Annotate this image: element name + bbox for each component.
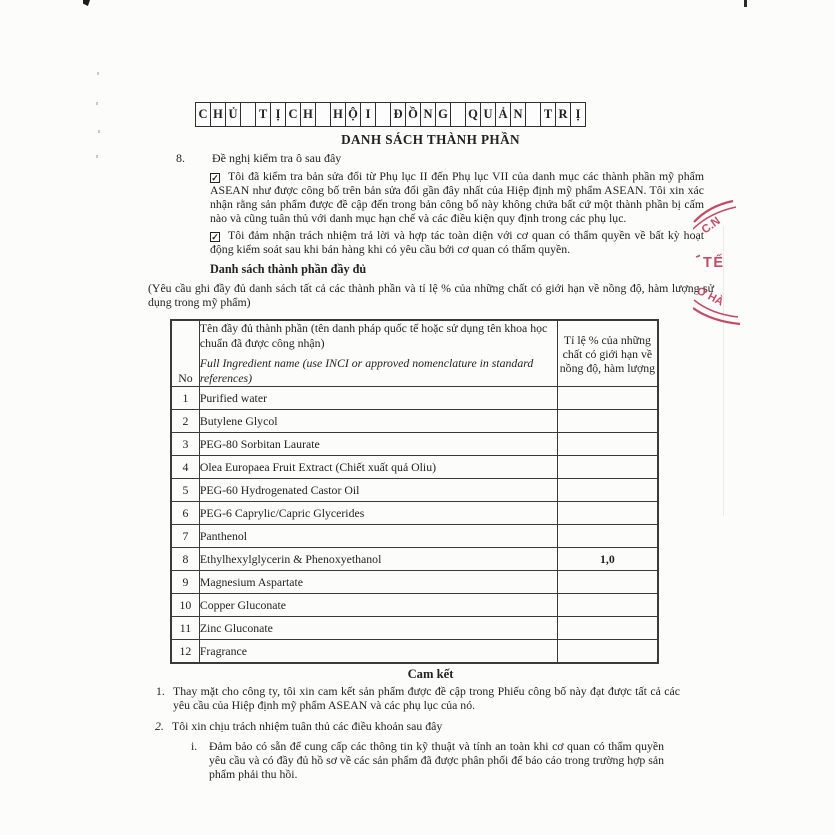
letter-box-cell: Ị	[270, 102, 286, 127]
column-header-name	[199, 320, 557, 387]
ingredient-table	[170, 319, 659, 664]
table-header-row	[171, 320, 658, 387]
ingredient-percent	[557, 479, 658, 502]
stamp-text-bottom: Ở HÀ	[694, 284, 726, 309]
letter-box-cell	[240, 102, 256, 127]
table-row	[171, 410, 658, 433]
ingredient-percent	[557, 594, 658, 617]
letter-box-cell: Ộ	[345, 102, 361, 127]
statement-2-text: Tôi đảm nhận trách nhiệm trả lời và hợp tác toàn diện với cơ quan có thẩm quyền về bất kỳ hoạt động kiểm soát sau khi bán hàng khi có yêu cầu bởi cơ quan có thẩm quyền.	[210, 228, 704, 256]
checkbox-statement-1	[210, 169, 704, 225]
red-stamp-fragment	[693, 198, 749, 330]
letter-box-cell: T	[540, 102, 556, 127]
table-row	[171, 456, 658, 479]
ingredient-percent	[557, 387, 658, 410]
item-8-number: 8.	[176, 151, 185, 165]
row-number: 1	[171, 387, 199, 410]
table-row	[171, 640, 658, 664]
commitment-heading: Cam kết	[407, 667, 454, 681]
letter-box-cell: C	[195, 102, 211, 127]
letter-box-cell: I	[360, 102, 376, 127]
statement-1-text: Tôi đã kiểm tra bản sửa đổi từ Phụ lục II đến Phụ lục VII của danh mục các thành phần mỹ phẩm ASEAN như được công bố trên bản sửa đổi gần đây nhất của Hiệp định mỹ phẩm ASEAN. Tôi xin xác nhận rằng sản phẩm được đề cập đến trong bản công bố này không chứa bất cứ một thành phần bị cấm nào và cũng tuân thủ với danh mục hạn chế và các điều kiện quy định trong các phụ lục.	[210, 169, 704, 225]
ingredient-percent: 1,0	[557, 548, 658, 571]
ingredient-name: PEG-80 Sorbitan Laurate	[199, 433, 557, 456]
table-row	[171, 433, 658, 456]
ingredient-name: Fragrance	[199, 640, 557, 664]
full-ingredient-list-note: (Yêu cầu ghi đầy đủ danh sách tất cả các thành phần và tỉ lệ % của những chất có giới hạn về nồng độ, hàm lượng sử dụng trong mỹ phẩm)	[148, 281, 714, 309]
commitment-2i-number: i.	[191, 739, 198, 753]
ingredient-percent	[557, 571, 658, 594]
column-header-name-english: Full Ingredient name (use INCI or approved nomenclature in standard references)	[199, 356, 534, 385]
item-8-label: Đề nghị kiểm tra ô sau đây	[212, 151, 342, 165]
ingredient-name: PEG-6 Caprylic/Capric Glycerides	[199, 502, 557, 525]
ingredient-percent	[557, 456, 658, 479]
commitment-1-text: Thay mặt cho công ty, tôi xin cam kết sản phẩm được đề cập trong Phiếu công bố này đạt được tất cả các yêu cầu của Hiệp định mỹ phẩm ASEAN và các phụ lục của nó.	[173, 684, 680, 712]
letter-box-cell: Đ	[390, 102, 406, 127]
letter-box-cell: T	[255, 102, 271, 127]
scan-dash	[96, 155, 98, 158]
row-number: 12	[171, 640, 199, 664]
letter-box-cell: Ị	[570, 102, 586, 127]
letter-box-cell: Q	[465, 102, 481, 127]
chairman-title-letter-boxes	[196, 102, 586, 127]
stamp-text-top: C.N	[699, 215, 723, 237]
row-number: 8	[171, 548, 199, 571]
letter-box-cell: N	[510, 102, 526, 127]
row-number: 4	[171, 456, 199, 479]
letter-box-cell: N	[420, 102, 436, 127]
ingredient-name: Magnesium Aspartate	[199, 571, 557, 594]
letter-box-cell: U	[480, 102, 496, 127]
letter-box-cell: H	[300, 102, 316, 127]
ingredient-name: Butylene Glycol	[199, 410, 557, 433]
table-row	[171, 479, 658, 502]
letter-box-cell: Ả	[495, 102, 511, 127]
checkbox-statement-2	[210, 228, 704, 256]
stamp-text-middle: TẾ	[703, 255, 725, 271]
commitment-1-number: 1.	[156, 684, 165, 698]
row-number: 5	[171, 479, 199, 502]
table-row	[171, 594, 658, 617]
letter-box-cell: C	[285, 102, 301, 127]
letter-box-cell	[315, 102, 331, 127]
checked-checkbox-icon: ✓	[211, 173, 219, 183]
letter-box-cell: R	[555, 102, 571, 127]
letter-box-cell	[375, 102, 391, 127]
table-row	[171, 525, 658, 548]
letter-box-cell: Ồ	[405, 102, 421, 127]
scan-dash	[96, 102, 98, 105]
letter-box-cell: H	[330, 102, 346, 127]
row-number: 11	[171, 617, 199, 640]
row-number: 7	[171, 525, 199, 548]
letter-box-cell	[450, 102, 466, 127]
letter-box-cell: G	[435, 102, 451, 127]
row-number: 3	[171, 433, 199, 456]
ingredient-name: Olea Europaea Fruit Extract (Chiết xuất quả Oliu)	[199, 456, 557, 479]
ingredient-percent	[557, 617, 658, 640]
full-ingredient-list-heading: Danh sách thành phần đầy đủ	[210, 262, 367, 276]
letter-box-cell: H	[210, 102, 226, 127]
commitment-2i-text: Đảm bảo có sẵn để cung cấp các thông tin kỹ thuật và tính an toàn khi cơ quan có thẩm quyền yêu cầu và có đầy đủ hồ sơ về các sản phẩm đã được phân phối để báo cáo trong trường hợp sản phẩm phải thu hồi.	[209, 739, 664, 781]
column-header-no: No	[171, 320, 199, 387]
ingredient-name: PEG-60 Hydrogenated Castor Oil	[199, 479, 557, 502]
row-number: 6	[171, 502, 199, 525]
page-title: DANH SÁCH THÀNH PHẦN	[341, 132, 520, 147]
table-row	[171, 387, 658, 410]
ingredient-percent	[557, 502, 658, 525]
commitment-2-text: Tôi xin chịu trách nhiệm tuân thủ các điều khoản sau đây	[172, 719, 443, 733]
ingredient-name: Copper Gluconate	[199, 594, 557, 617]
ingredient-percent	[557, 410, 658, 433]
row-number: 2	[171, 410, 199, 433]
table-row	[171, 571, 658, 594]
commitment-2-number: 2.	[155, 719, 164, 733]
scan-artifact-top-right	[744, 0, 747, 7]
checked-checkbox-icon: ✓	[211, 232, 219, 242]
ingredient-name: Panthenol	[199, 525, 557, 548]
letter-box-cell: Ủ	[225, 102, 241, 127]
ingredient-name: Ethylhexylglycerin & Phenoxyethanol	[199, 548, 557, 571]
letter-box-cell	[525, 102, 541, 127]
scan-artifact-top-left	[83, 0, 90, 6]
column-header-percent: Tỉ lệ % của những chất có giới hạn về nồng độ, hàm lượng	[557, 320, 658, 387]
ingredient-name: Zinc Gluconate	[199, 617, 557, 640]
row-number: 10	[171, 594, 199, 617]
table-row	[171, 617, 658, 640]
row-number: 9	[171, 571, 199, 594]
table-row	[171, 548, 658, 571]
column-header-name-vietnamese: Tên đầy đủ thành phần (tên danh pháp quốc tế hoặc sử dụng tên khoa học chuẩn đã được công nhận)	[199, 321, 548, 350]
table-row	[171, 502, 658, 525]
ingredient-name: Purified water	[199, 387, 557, 410]
ingredient-percent	[557, 640, 658, 664]
ingredient-percent	[557, 433, 658, 456]
ingredient-rows	[171, 387, 658, 664]
stamp-tick	[696, 256, 700, 258]
ingredient-percent	[557, 525, 658, 548]
scan-dash	[97, 72, 99, 75]
